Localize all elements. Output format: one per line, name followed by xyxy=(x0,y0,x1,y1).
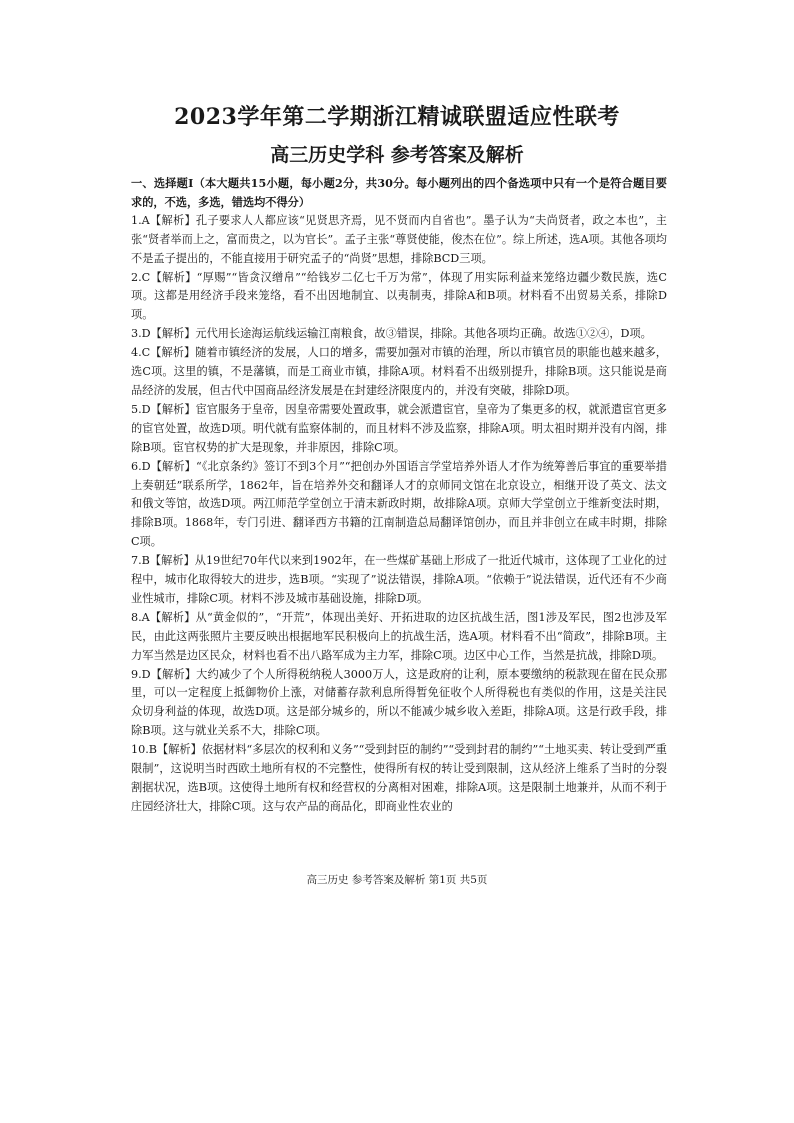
answer-item-9: 9.D【解析】大约减少了个人所得税纳税人3000万人，这是政府的让利，原本要缴纳的税款现在留在民众那里，可以一定程度上抵御物价上涨，对储蓄存款利息所得暂免征收个人所得税也有类似的作用，这是关注民众切身利益的体现，故选D项。这是部分城乡的，所以不能减少城乡收入差距，排除A项。这是行政手段，排除B项。这与就业关系不大，排除C项。 xyxy=(131,667,667,738)
answer-item-7: 7.B【解析】从19世纪70年代以来到1902年，在一些煤矿基础上形成了一批近代城市，这体现了工业化的过程中，城市化取得较大的进步，选B项。“实现了”说法错误，排除A项。“依赖于”说法错误，近代还有不少商业性城市，排除C项。材料不涉及城市基础设施，排除D项。 xyxy=(131,554,667,605)
page-subtitle: 高三历史学科 参考答案及解析 xyxy=(270,144,524,166)
answer-content xyxy=(131,174,667,817)
answer-item-3: 3.D【解析】元代用长途海运航线运输江南粮食，故③错误，排除。其他各项均正确。故选①②④，D项。 xyxy=(131,327,652,341)
answer-item-4: 4.C【解析】随着市镇经济的发展，人口的增多，需要加强对市镇的治理，所以市镇官员的职能也越来越多，选C项。这里的镇，不是藩镇，而是工商业市镇，排除A项。材料看不出级别提升，排除B项。这只能说是商品经济的发展，但古代中国商品经济发展是在封建经济限度内的，并没有突破，排除D项。 xyxy=(131,346,667,397)
answer-item-2: 2.C【解析】“厚赐”“皆贪汉缯帛”“给钱岁二亿七千万为常”，体现了用实际利益来笼络边疆少数民族，选C项。这都是用经济手段来笼络，看不出因地制宜、以夷制夷，排除A和B项。材料看不出贸易关系，排除D项。 xyxy=(131,270,667,322)
answer-item-6: 6.D【解析】“《北京条约》签订不到3个月”“把创办外国语言学堂培养外语人才作为统筹善后事宜的重要举措上奏朝廷”联系所学，1862年，旨在培养外交和翻译人才的京师同文馆在北京设立，相继开设了英文、法文和俄文等馆，故选D项。两江师范学堂创立于清末新政时期，故排除A项。京师大学堂创立于维新变法时期，排除B项。1868年，专门引进、翻译西方书籍的江南制造总局翻译馆创办，而且并非创立在咸丰时期，排除C项。 xyxy=(131,459,667,549)
answer-item-5: 5.D【解析】宦官服务于皇帝，因皇帝需要处置政事，就会派遣宦官，皇帝为了集更多的权，就派遣宦官更多的宦官处置，故选D项。明代就有监察体制的，而且材料不涉及监察，排除A项。明太祖时期并没有内阁，排除B项。宦官权势的扩大是现象，并非原因，排除C项。 xyxy=(131,402,667,454)
answer-item-1: 1.A【解析】孔子要求人人都应该“见贤思齐焉，见不贤而内自省也”。墨子认为“夫尚贤者，政之本也”，主张“贤者举而上之，富而贵之，以为官长”。孟子主张“尊贤使能，俊杰在位”。综上所述，选A项。其他各项均不是孟子提出的，不能直接用于研究孟子的“尚贤”思想，排除BCD三项。 xyxy=(131,213,667,265)
page-title: 2023学年第二学期浙江精诚联盟适应性联考 xyxy=(174,104,620,130)
answer-item-10: 10.B【解析】依据材料“多层次的权利和义务”“受到封臣的制约”“受到封君的制约”“土地买卖、转让受到严重限制”，这说明当时西欧土地所有权的不完整性，使得所有权的转让受到限制，这从经济上维系了当时的分裂割据状况，选B项。这使得土地所有权和经营权的分离相对困难，排除A项。这是限制土地兼并，从而不利于庄园经济壮大，排除C项。这与农产品的商品化，即商业性农业的 xyxy=(131,743,667,813)
answer-item-8: 8.A【解析】从“黄金似的”，“开荒”，体现出美好、开拓进取的边区抗战生活，图1涉及军民，图2也涉及军民，由此这两张照片主要反映出根据地军民积极向上的抗战生活，选A项。材料看不出“简政”，排除B项。主力军当然是边区民众，材料也看不出八路军成为主力军，排除C项。边区中心工作，当然是抗战，排除D项。 xyxy=(131,610,667,662)
page-footer: 高三历史 参考答案及解析 第1页 共5页 xyxy=(306,874,488,886)
section-heading: 一、选择题Ⅰ（本大题共15小题，每小题2分，共30分。每小题列出的四个备选项中只有一个是符合题目要求的，不选，多选，错选均不得分） xyxy=(131,176,667,209)
